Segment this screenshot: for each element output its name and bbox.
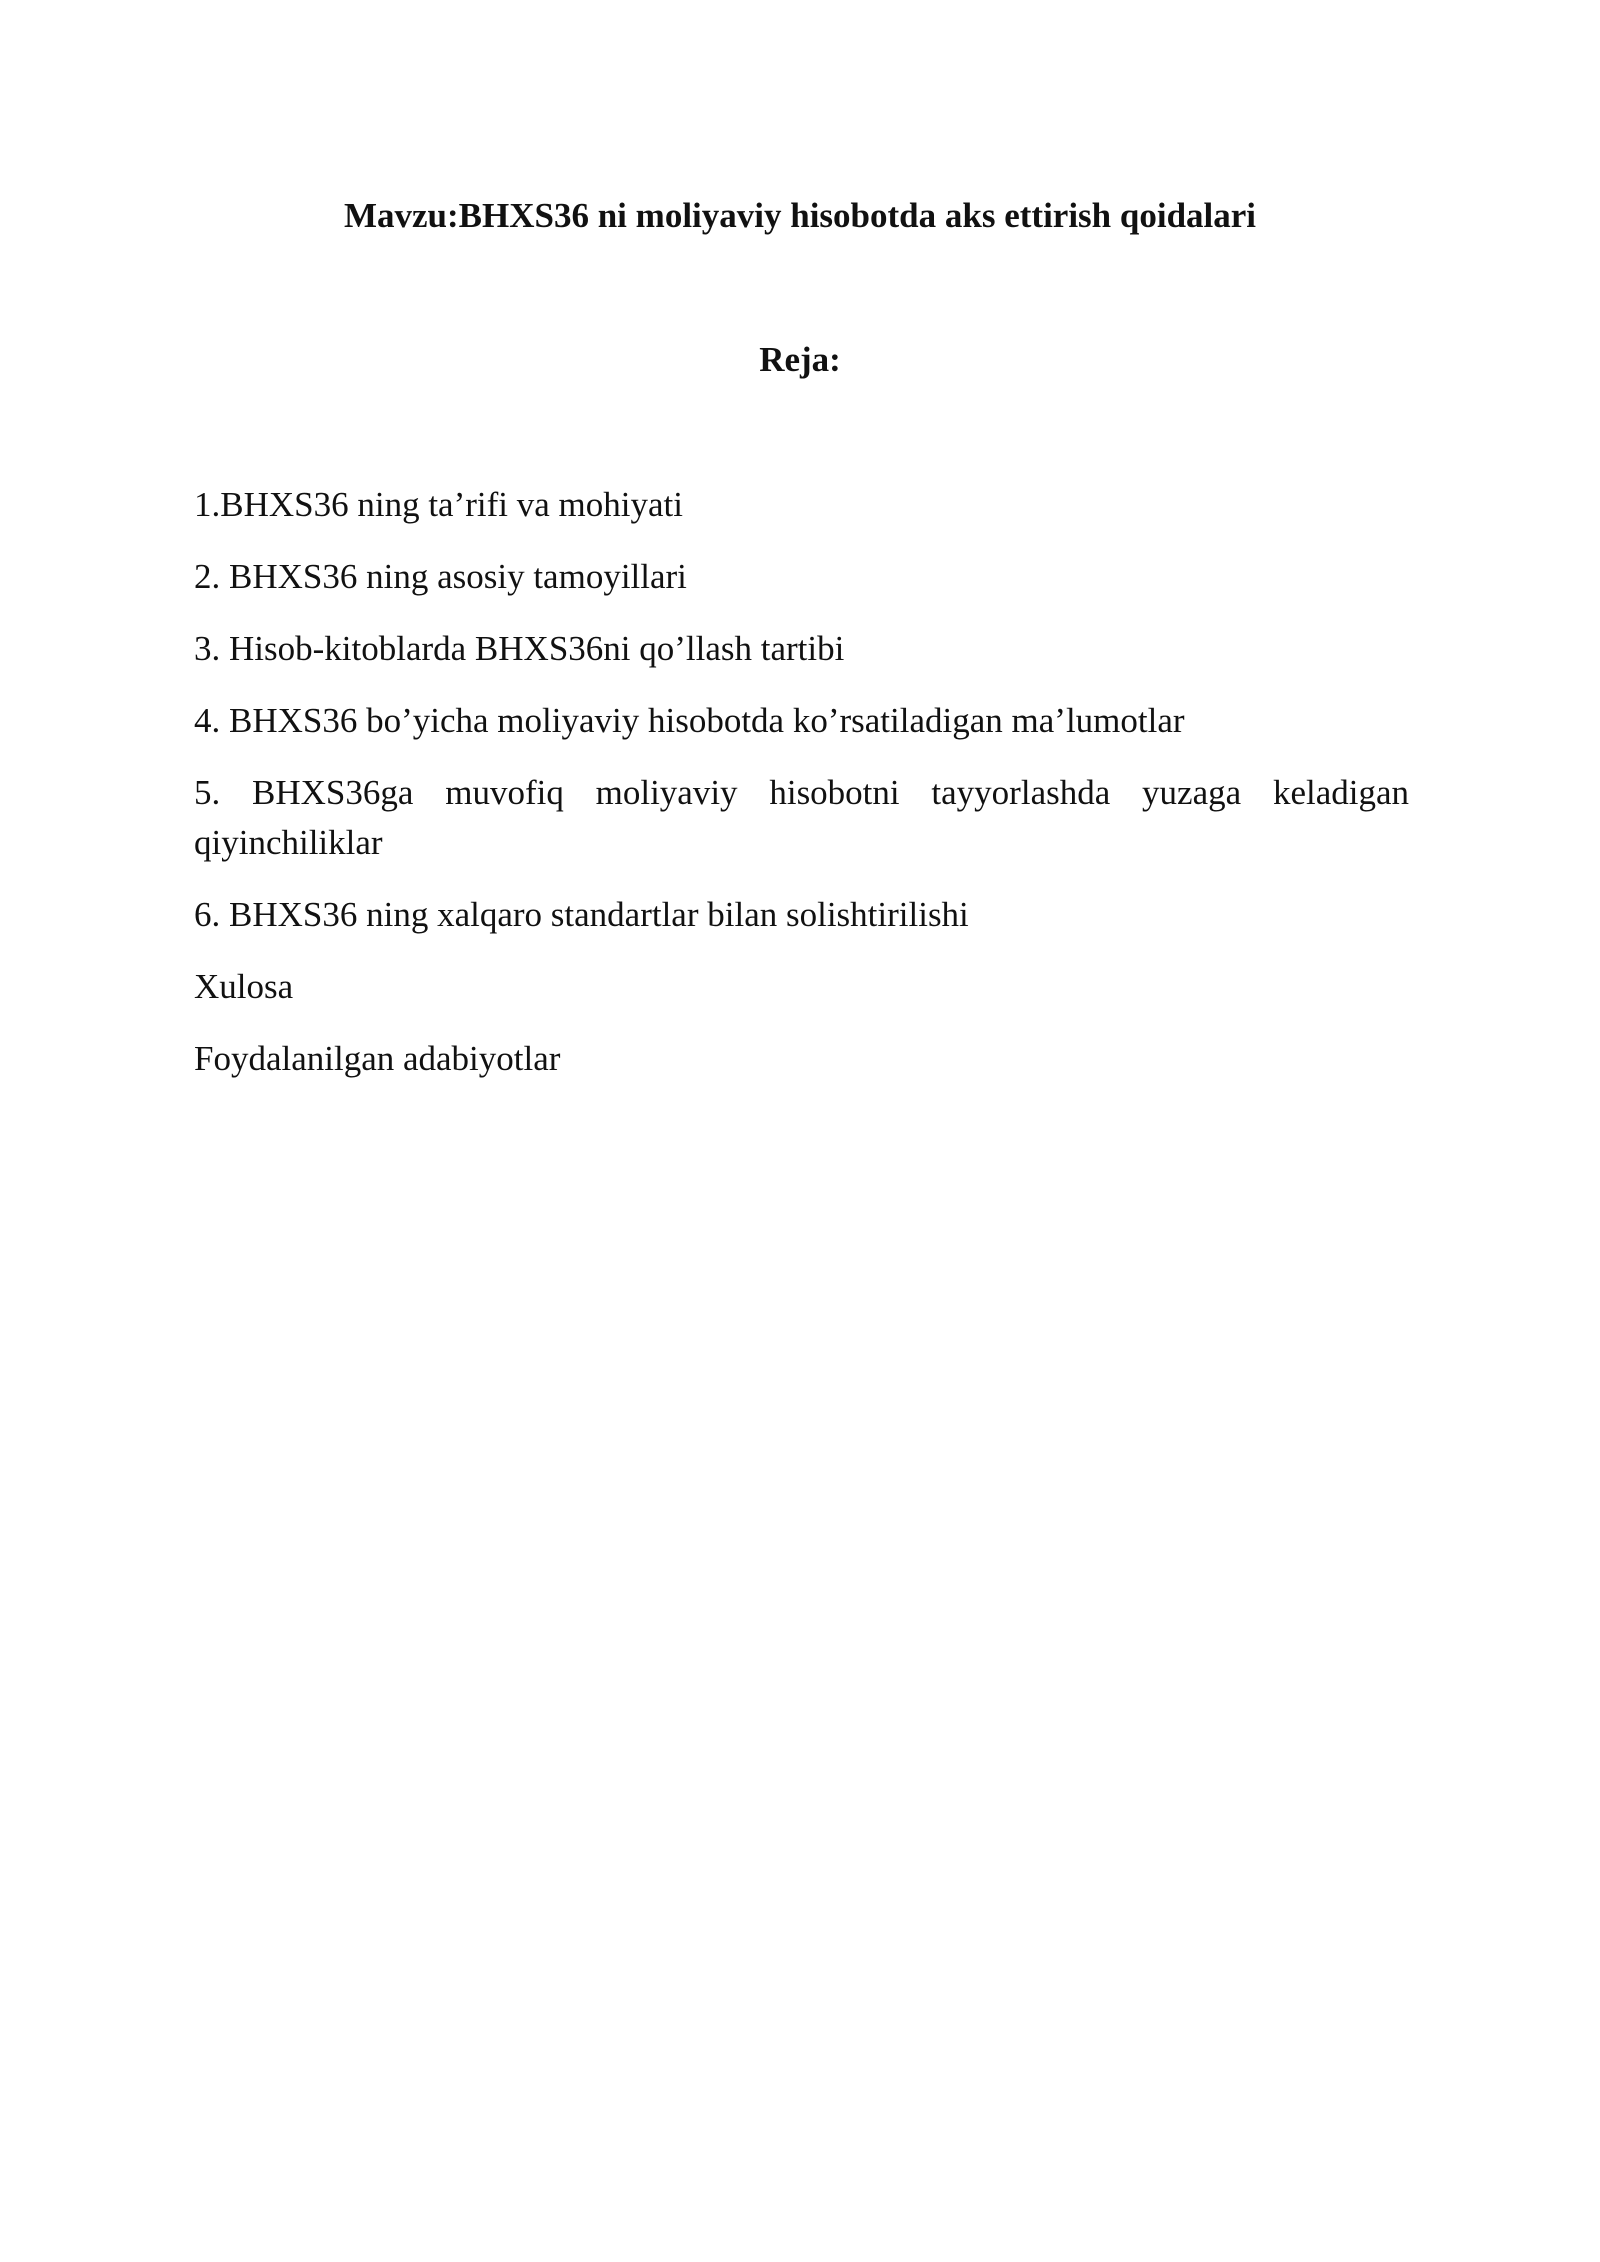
plan-item-conclusion: Xulosa <box>194 967 294 1006</box>
plan-list <box>194 480 1409 1106</box>
plan-item-6: 6. BHXS36 ning xalqaro standartlar bilan solishtirilishi <box>194 895 969 934</box>
plan-item-4: 4. BHXS36 bo’yicha moliyaviy hisobotda ko’rsatiladigan ma’lumotlar <box>194 701 1185 740</box>
plan-item-5: 5. BHXS36ga muvofiq moliyaviy hisobotni tayyorlashda yuzaga keladigan qiyinchiliklar <box>194 773 1409 862</box>
plan-heading: Reja: <box>759 340 841 379</box>
plan-item-1: 1.BHXS36 ning ta’rifi va mohiyati <box>194 485 683 524</box>
plan-item-3: 3. Hisob-kitoblarda BHXS36ni qo’llash tartibi <box>194 629 845 668</box>
plan-item-2: 2. BHXS36 ning asosiy tamoyillari <box>194 557 687 596</box>
document-title: Mavzu:BHXS36 ni moliyaviy hisobotda aks ettirish qoidalari <box>343 196 1257 235</box>
plan-item-references: Foydalanilgan adabiyotlar <box>194 1039 561 1078</box>
